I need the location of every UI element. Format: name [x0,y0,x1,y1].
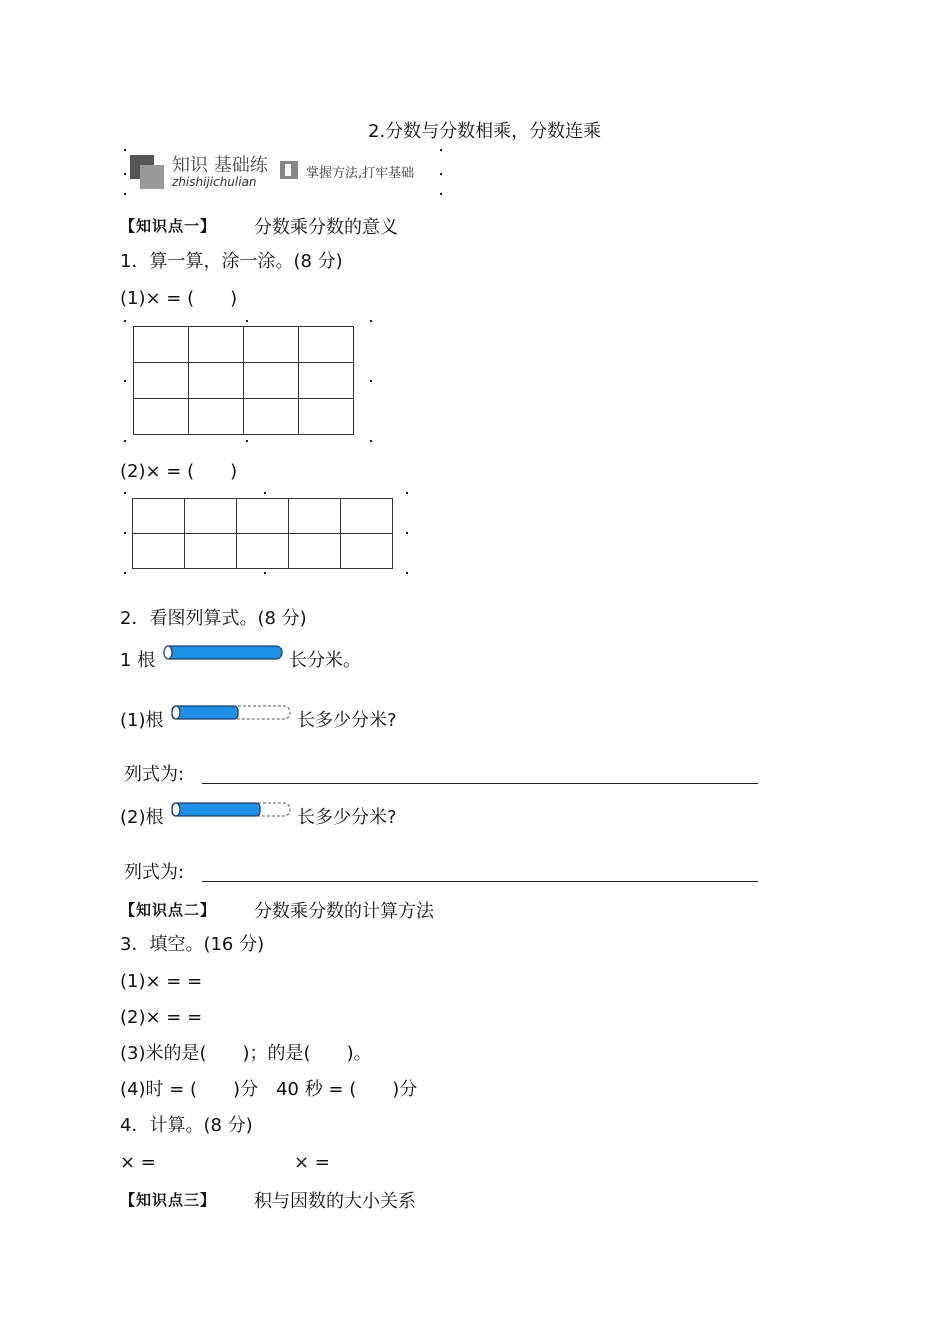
q3-line3: (3)米的是( )；的是( )。 [120,1043,372,1064]
kp2-title: 分数乘分数的计算方法 [254,901,434,922]
partial-rod-2-icon [168,800,294,820]
q2-one-post: 长分米。 [289,650,361,671]
q3-line2: (2)× = = [120,1007,203,1028]
q3-line4: (4)时 = ( )分 40 秒 = ( )分 [120,1079,418,1100]
q2-heading: 2．看图列算式。(8 分) [120,608,307,629]
kp3-tag: 【知识点三】 [120,1191,217,1209]
banner-box-icon [280,161,298,179]
banner-logo-icon [130,155,164,189]
page-title: 2.分数与分数相乘，分数连乘 [368,121,602,142]
q1-grid2[interactable] [132,498,393,569]
q2-formula1-answer-line[interactable] [202,783,758,784]
q1-part2: (2)× = ( ) [120,461,238,482]
banner-main-text: 知识 基础练 [172,155,268,176]
banner-slogan: 掌握方法,打牢基础 [306,166,415,181]
q2-formula2-label: 列式为: [124,862,185,883]
banner [120,147,450,199]
q2-part2-pre: (2)根 [120,807,164,828]
q2-one-pre: 1 根 [120,650,156,671]
q3-heading: 3．填空。(16 分) [120,934,265,955]
kp1-tag: 【知识点一】 [120,217,217,235]
q4-expression2: × = [294,1152,330,1173]
kp2-tag: 【知识点二】 [120,901,217,919]
q1-part1: (1)× = ( ) [120,288,238,309]
full-rod-icon [160,643,286,663]
q1-grid1[interactable] [133,326,354,435]
q2-part2-post: 长多少分米? [297,807,397,828]
partial-rod-1-icon [168,703,294,723]
q1-heading: 1．算一算，涂一涂。(8 分) [120,251,343,272]
banner-pinyin: zhishijichulian [172,175,257,189]
q4-heading: 4．计算。(8 分) [120,1115,253,1136]
q2-part1-post: 长多少分米? [297,710,397,731]
q4-expression1: × = [120,1152,156,1173]
q3-line1: (1)× = = [120,971,203,992]
q2-part1-pre: (1)根 [120,710,164,731]
q2-formula1-label: 列式为: [124,764,185,785]
kp3-title: 积与因数的大小关系 [254,1191,416,1212]
q2-formula2-answer-line[interactable] [202,881,758,882]
kp1-title: 分数乘分数的意义 [254,217,398,238]
